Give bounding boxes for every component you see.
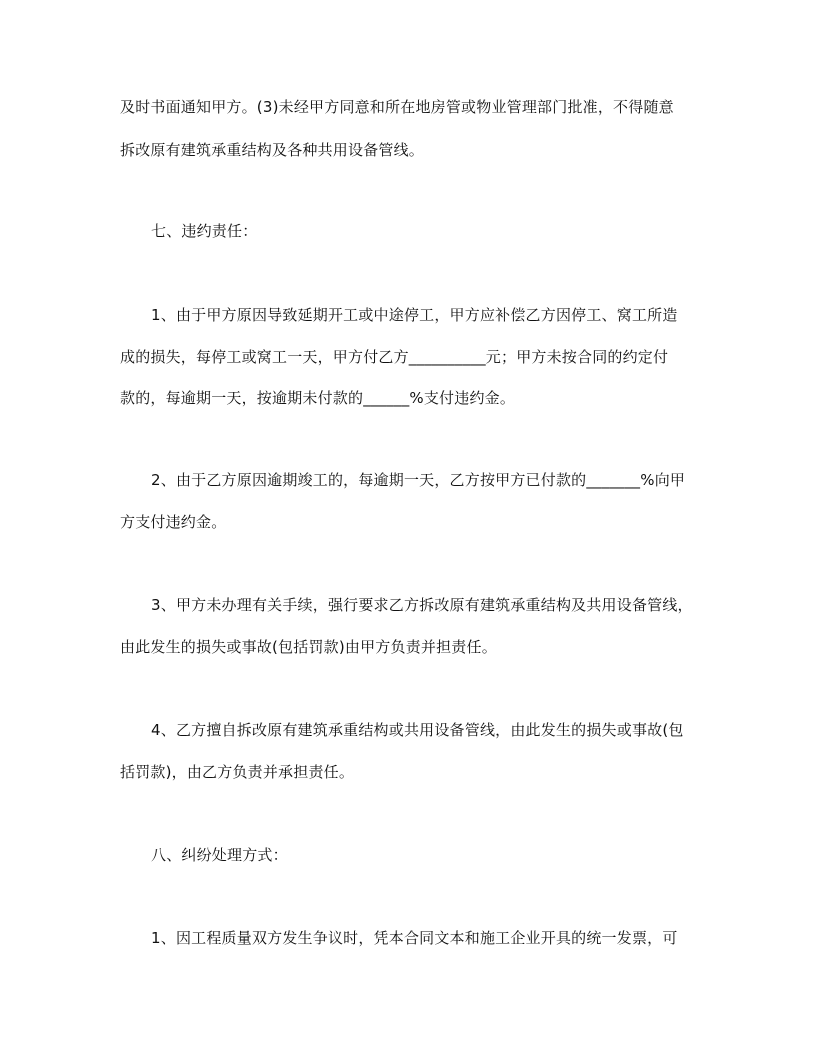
text-line: 括罚款)，由乙方负责并承担责任。 xyxy=(120,763,355,781)
text-line: 成的损失，每停工或窝工一天，甲方付乙方__________元；甲方未按合同的约定付 xyxy=(120,348,669,366)
text-line: 1、由于甲方原因导致延期开工或中途停工，甲方应补偿乙方因停工、窝工所造 xyxy=(151,306,678,324)
text-line: 1、因工程质量双方发生争议时，凭本合同文本和施工企业开具的统一发票，可 xyxy=(151,929,678,947)
text-line: 2、由于乙方原因逾期竣工的，每逾期一天，乙方按甲方已付款的_______%向甲 xyxy=(151,471,686,489)
section-heading-disputes: 八、纠纷处理方式： xyxy=(151,846,288,864)
text-line: 及时书面通知甲方。(3)未经甲方同意和所在地房管或物业管理部门批准，不得随意 xyxy=(120,98,674,116)
text-line: 方支付违约金。 xyxy=(120,513,227,531)
text-line: 拆改原有建筑承重结构及各种共用设备管线。 xyxy=(120,141,425,159)
section-heading-breach: 七、违约责任： xyxy=(151,222,258,240)
text-line: 4、乙方擅自拆改原有建筑承重结构或共用设备管线，由此发生的损失或事故(包 xyxy=(151,721,684,739)
text-line: 由此发生的损失或事故(包括罚款)由甲方负责并担责任。 xyxy=(120,638,497,656)
text-line: 3、甲方未办理有关手续，强行要求乙方拆改原有建筑承重结构及共用设备管线， xyxy=(151,596,693,614)
text-line: 款的，每逾期一天，按逾期未付款的______%支付违约金。 xyxy=(120,389,516,407)
